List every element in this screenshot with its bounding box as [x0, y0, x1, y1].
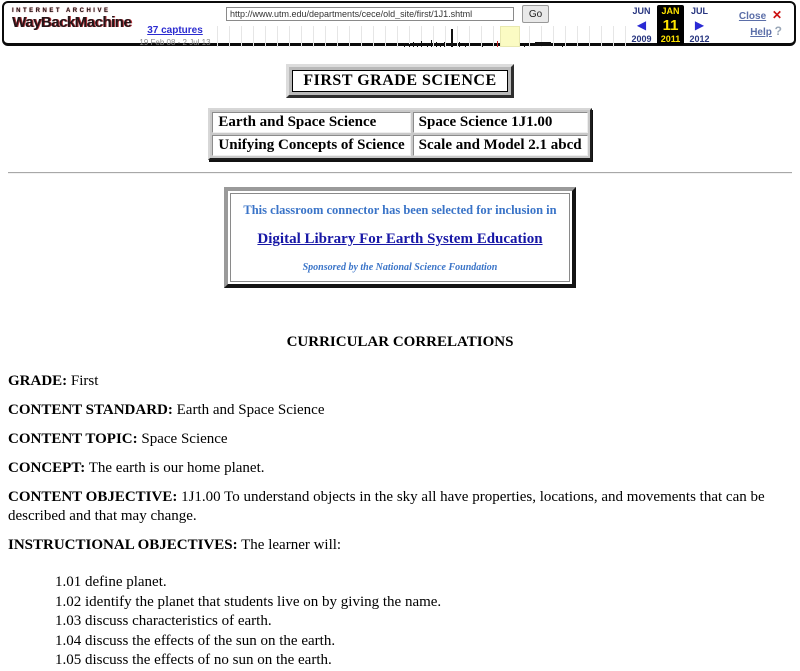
capture-tick[interactable]	[427, 43, 428, 47]
capture-tick[interactable]	[417, 43, 418, 47]
previous-capture-column[interactable]	[628, 5, 655, 45]
current-capture-column	[657, 5, 684, 45]
captures-date-range: 19 Feb 08 - 2 Jul 13	[139, 38, 211, 47]
captures-count-link[interactable]: 37 captures	[147, 25, 203, 36]
capture-tick[interactable]	[409, 44, 410, 47]
capture-tick[interactable]	[524, 43, 525, 47]
archived-page-content	[0, 48, 800, 671]
capture-tick[interactable]	[413, 42, 414, 47]
capture-cluster-bar[interactable]	[535, 42, 551, 46]
capture-tick[interactable]	[436, 42, 437, 47]
wayback-machine-wordmark: WayBackMachine	[12, 14, 132, 31]
capture-tick[interactable]	[465, 43, 466, 47]
field-label: INSTRUCTIONAL OBJECTIVES:	[8, 537, 238, 553]
current-year-label: 2011	[660, 34, 681, 44]
dlese-sponsor-text: Sponsored by the National Science Foundation	[302, 262, 498, 273]
capture-tick[interactable]	[404, 43, 405, 47]
objective-item: 1.03 discuss characteristics of earth.	[55, 613, 272, 629]
objective-item: 1.05 discuss the effects of no sun on the earth.	[55, 652, 332, 668]
objectives-list	[55, 573, 800, 671]
help-label: Help	[750, 27, 772, 38]
capture-timeline[interactable]	[217, 26, 629, 47]
current-month-label: JAN	[661, 6, 680, 16]
help-question-icon[interactable]: ?	[774, 24, 782, 38]
captures-block	[132, 25, 218, 47]
content-objective-field	[8, 488, 790, 526]
field-value: The earth is our home planet.	[88, 460, 265, 476]
wayback-machine-logo[interactable]	[12, 8, 132, 31]
objective-item: 1.04 discuss the effects of the sun on the earth.	[55, 632, 336, 649]
table-row	[212, 135, 587, 156]
curricular-correlations-heading: CURRICULAR CORRELATIONS	[286, 334, 514, 350]
go-button[interactable]: Go	[522, 5, 549, 23]
standards-table	[208, 108, 591, 160]
field-value: 1J1.00 To understand objects in the sky all have properties, locations, and movements that can be described and that may change.	[8, 489, 765, 524]
dlese-library-link[interactable]: Digital Library For Earth System Education	[257, 231, 543, 247]
close-label: Close	[738, 11, 767, 22]
date-navigation	[628, 5, 713, 45]
dlese-intro-text: This classroom connector has been selected for inclusion in	[243, 203, 557, 217]
next-capture-arrow-icon[interactable]: ▶	[694, 18, 705, 32]
close-toolbar-link[interactable]	[739, 8, 782, 22]
capture-tick[interactable]	[459, 42, 460, 47]
internet-archive-label: INTERNET ARCHIVE	[12, 8, 111, 14]
prev-year-label: 2009	[631, 34, 652, 44]
close-x-icon[interactable]: ✕	[771, 8, 782, 22]
capture-tick[interactable]	[431, 40, 432, 47]
wayback-toolbar	[2, 1, 796, 46]
objective-item: 1.01 define planet.	[55, 574, 167, 590]
capture-tick[interactable]	[482, 43, 483, 47]
current-day-label: 11	[662, 16, 679, 34]
capture-tick-tall[interactable]	[451, 29, 453, 47]
page-title-box	[286, 64, 513, 98]
archived-url-input[interactable]	[226, 7, 514, 21]
table-row	[212, 112, 587, 133]
selected-period-highlight[interactable]	[500, 26, 520, 47]
help-link[interactable]	[750, 24, 782, 38]
field-label: CONTENT OBJECTIVE:	[8, 489, 178, 505]
next-month-label: JUL	[690, 6, 708, 16]
prev-month-label: JUN	[632, 6, 651, 16]
instructional-objectives-field	[8, 536, 790, 555]
objective-item: 1.02 identify the planet that students live on by giving the name.	[55, 593, 442, 610]
page-title: FIRST GRADE SCIENCE	[292, 70, 507, 92]
content-topic-field	[8, 430, 790, 449]
content-standard-field	[8, 401, 790, 420]
standards-cell: Unifying Concepts of Science	[212, 135, 410, 156]
dlese-box	[224, 187, 576, 288]
field-value: First	[70, 373, 99, 389]
field-value: Space Science	[141, 431, 228, 447]
field-label: CONCEPT:	[8, 460, 86, 476]
standards-cell: Earth and Space Science	[212, 112, 410, 133]
capture-tick[interactable]	[562, 44, 563, 47]
field-label: GRADE:	[8, 373, 68, 389]
standards-cell: Space Science 1J1.00	[413, 112, 588, 133]
capture-tick[interactable]	[440, 43, 441, 47]
capture-tick[interactable]	[421, 41, 422, 47]
field-label: CONTENT STANDARD:	[8, 402, 173, 418]
current-capture-tick[interactable]	[497, 41, 498, 47]
next-year-label: 2012	[689, 34, 710, 44]
prev-capture-arrow-icon[interactable]: ◀	[636, 18, 647, 32]
concept-field	[8, 459, 790, 478]
field-label: CONTENT TOPIC:	[8, 431, 138, 447]
curriculum-fields	[0, 372, 800, 555]
field-value: Earth and Space Science	[176, 402, 325, 418]
standards-cell: Scale and Model 2.1 abcd	[413, 135, 588, 156]
dlese-box-inner	[230, 193, 570, 282]
field-value: The learner will:	[241, 537, 342, 553]
next-capture-column[interactable]	[686, 5, 713, 45]
capture-tick[interactable]	[444, 42, 445, 47]
grade-field	[8, 372, 790, 391]
